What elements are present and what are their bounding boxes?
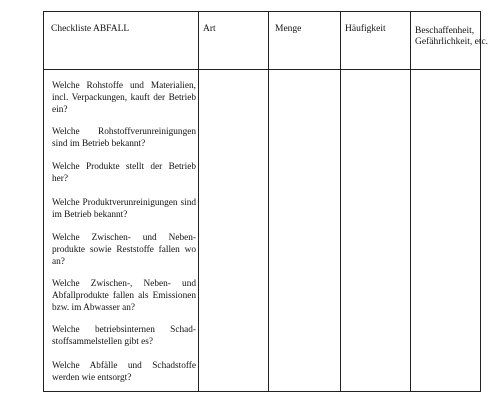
question-zwischenprodukte: Welche Zwischen- und Nebenprodukte sowie Reststoffe fallen wo an?	[52, 233, 196, 267]
header-haeufigkeit: Häufigkeit	[345, 24, 386, 34]
header-beschaffenheit: Beschaffenheit, Gefährlichkeit, etc.	[415, 26, 489, 47]
question-produkte: Welche Produkte stellt der Betrieb her?	[52, 162, 196, 184]
header-art: Art	[203, 24, 216, 34]
header-checkliste: Checkliste ABFALL	[51, 24, 130, 34]
question-entsorgung: Welche Abfälle und Schadstoffe werden wie entsorgt?	[52, 361, 196, 383]
question-emissionen: Welche Zwischen-, Neben- und Abfallprodukte fallen als Emissionen bzw. im Abwasser an?	[52, 279, 196, 313]
question-rohstoffe: Welche Rohstoffe und Materialien, incl. Verpackungen, kauft der Betrieb ein?	[52, 81, 196, 115]
question-sammelstellen: Welche betriebsinternen Schadstoffsammelstellen gibt es?	[52, 325, 196, 347]
question-produktverunreinigungen: Welche Produktverunreinigungen sind im Betrieb bekannt?	[52, 198, 196, 220]
header-divider	[44, 69, 480, 70]
header-menge: Menge	[275, 24, 302, 34]
checklist-table	[43, 11, 489, 392]
question-rohstoffverunreinigungen: Welche Rohstoffverunreinigungen sind im Betrieb bekannt?	[52, 127, 196, 149]
